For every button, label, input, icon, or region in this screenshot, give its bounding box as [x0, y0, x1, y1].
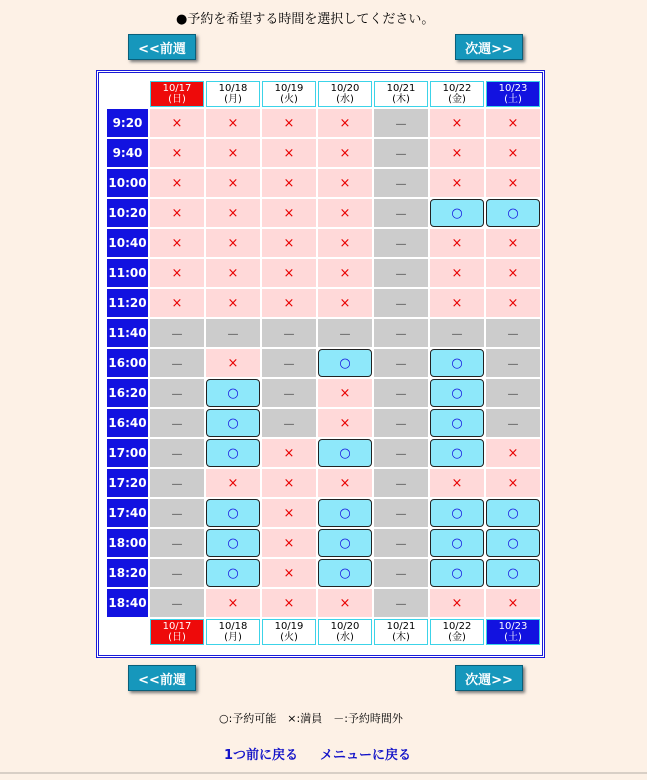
- slot-full: ×: [486, 229, 540, 257]
- slot-full: ×: [318, 409, 372, 437]
- prev-week-button-bottom[interactable]: <<前週: [128, 665, 196, 691]
- time-label: 17:00: [107, 439, 148, 467]
- day-header: [430, 81, 484, 107]
- time-label: 17:40: [107, 499, 148, 527]
- slot-available[interactable]: ○: [486, 199, 540, 227]
- slot-full: ×: [430, 229, 484, 257]
- day-of-week: (水): [336, 94, 354, 105]
- slot-full: ×: [318, 589, 372, 617]
- slot-available[interactable]: ○: [430, 379, 484, 407]
- slot-unavailable: －: [150, 319, 204, 347]
- day-header: [318, 619, 372, 645]
- day-date: 10/23: [498, 621, 528, 632]
- slot-unavailable: －: [374, 259, 428, 287]
- slot-full: ×: [206, 589, 260, 617]
- time-label: 17:20: [107, 469, 148, 497]
- slot-available[interactable]: ○: [206, 529, 260, 557]
- slot-full: ×: [262, 169, 316, 197]
- day-date: 10/20: [330, 621, 360, 632]
- slot-unavailable: －: [150, 409, 204, 437]
- slot-full: ×: [486, 109, 540, 137]
- time-row: [107, 529, 540, 557]
- day-header: [206, 81, 260, 107]
- slot-full: ×: [318, 139, 372, 167]
- slot-full: ×: [206, 289, 260, 317]
- day-header: [486, 81, 540, 107]
- time-label: 16:20: [107, 379, 148, 407]
- slot-unavailable: －: [262, 319, 316, 347]
- time-label: 10:40: [107, 229, 148, 257]
- slot-available[interactable]: ○: [318, 439, 372, 467]
- day-date: 10/23: [498, 83, 528, 94]
- time-row: [107, 349, 540, 377]
- slot-unavailable: －: [150, 529, 204, 557]
- slot-full: ×: [318, 169, 372, 197]
- slot-unavailable: －: [486, 349, 540, 377]
- day-header: [374, 81, 428, 107]
- slot-available[interactable]: ○: [206, 409, 260, 437]
- slot-unavailable: －: [374, 199, 428, 227]
- day-header-row-top: [107, 81, 540, 107]
- slot-unavailable: －: [150, 349, 204, 377]
- slot-full: ×: [318, 259, 372, 287]
- slot-full: ×: [206, 109, 260, 137]
- slot-full: ×: [486, 589, 540, 617]
- back-link[interactable]: 1つ前に戻る: [224, 748, 299, 763]
- day-of-week: (金): [448, 632, 466, 643]
- slot-full: ×: [262, 589, 316, 617]
- time-label: 18:40: [107, 589, 148, 617]
- slot-unavailable: －: [374, 469, 428, 497]
- slot-full: ×: [318, 469, 372, 497]
- slot-unavailable: －: [150, 439, 204, 467]
- slot-unavailable: －: [374, 229, 428, 257]
- time-row: [107, 439, 540, 467]
- legend-text: ○:予約可能 ×:満員 －:予約時間外: [219, 712, 403, 725]
- slot-unavailable: －: [150, 499, 204, 527]
- slot-full: ×: [262, 199, 316, 227]
- slot-unavailable: －: [374, 589, 428, 617]
- slot-unavailable: －: [430, 319, 484, 347]
- day-of-week: (月): [224, 632, 242, 643]
- day-header: [262, 81, 316, 107]
- time-row: [107, 229, 540, 257]
- slot-unavailable: －: [486, 379, 540, 407]
- slot-unavailable: －: [374, 139, 428, 167]
- time-row: [107, 109, 540, 137]
- time-row: [107, 289, 540, 317]
- day-header: [318, 81, 372, 107]
- slot-unavailable: －: [262, 349, 316, 377]
- slot-full: ×: [318, 199, 372, 227]
- day-of-week: (火): [280, 632, 298, 643]
- time-label: 11:00: [107, 259, 148, 287]
- time-row: [107, 259, 540, 287]
- time-label: 16:00: [107, 349, 148, 377]
- time-label: 16:40: [107, 409, 148, 437]
- time-row: [107, 589, 540, 617]
- time-label: 11:40: [107, 319, 148, 347]
- slot-full: ×: [262, 529, 316, 557]
- time-row: [107, 169, 540, 197]
- schedule-table: [105, 79, 542, 647]
- time-row: [107, 409, 540, 437]
- slot-unavailable: －: [374, 559, 428, 587]
- instruction-text: ●予約を希望する時間を選択してください。: [176, 12, 435, 27]
- slot-unavailable: －: [150, 559, 204, 587]
- slot-available[interactable]: ○: [430, 409, 484, 437]
- header-corner: [107, 619, 148, 645]
- time-row: [107, 559, 540, 587]
- slot-full: ×: [262, 109, 316, 137]
- slot-available[interactable]: ○: [486, 559, 540, 587]
- day-of-week: (土): [504, 94, 522, 105]
- slot-available[interactable]: ○: [430, 199, 484, 227]
- slot-unavailable: －: [486, 319, 540, 347]
- time-row: [107, 499, 540, 527]
- header-corner: [107, 81, 148, 107]
- slot-full: ×: [262, 229, 316, 257]
- slot-full: ×: [262, 139, 316, 167]
- prev-week-button-top[interactable]: <<前週: [128, 34, 196, 60]
- time-label: 18:20: [107, 559, 148, 587]
- slot-available[interactable]: ○: [318, 499, 372, 527]
- slot-available[interactable]: ○: [430, 439, 484, 467]
- slot-available[interactable]: ○: [430, 349, 484, 377]
- page-divider: [0, 772, 647, 774]
- slot-full: ×: [486, 439, 540, 467]
- time-label: 18:00: [107, 529, 148, 557]
- slot-available[interactable]: ○: [206, 439, 260, 467]
- slot-full: ×: [150, 229, 204, 257]
- day-of-week: (水): [336, 632, 354, 643]
- time-label: 9:20: [107, 109, 148, 137]
- day-of-week: (木): [392, 632, 410, 643]
- slot-full: ×: [486, 289, 540, 317]
- slot-available[interactable]: ○: [430, 499, 484, 527]
- slot-available[interactable]: ○: [206, 499, 260, 527]
- slot-available[interactable]: ○: [486, 529, 540, 557]
- day-date: 10/22: [442, 83, 472, 94]
- menu-link[interactable]: メニューに戻る: [320, 748, 412, 763]
- time-label: 10:00: [107, 169, 148, 197]
- slot-full: ×: [150, 139, 204, 167]
- day-of-week: (月): [224, 94, 242, 105]
- time-row: [107, 199, 540, 227]
- time-row: [107, 469, 540, 497]
- slot-full: ×: [430, 589, 484, 617]
- slot-unavailable: －: [374, 409, 428, 437]
- time-label: 9:40: [107, 139, 148, 167]
- slot-available[interactable]: ○: [318, 559, 372, 587]
- slot-full: ×: [206, 169, 260, 197]
- slot-available[interactable]: ○: [206, 559, 260, 587]
- day-of-week: (火): [280, 94, 298, 105]
- slot-unavailable: －: [374, 109, 428, 137]
- slot-full: ×: [318, 379, 372, 407]
- slot-unavailable: －: [374, 499, 428, 527]
- slot-unavailable: －: [150, 379, 204, 407]
- slot-full: ×: [486, 169, 540, 197]
- day-of-week: (日): [168, 94, 186, 105]
- day-date: 10/20: [330, 83, 360, 94]
- day-date: 10/21: [386, 83, 416, 94]
- time-row: [107, 379, 540, 407]
- day-date: 10/19: [274, 83, 304, 94]
- slot-full: ×: [206, 349, 260, 377]
- day-date: 10/22: [442, 621, 472, 632]
- slot-available[interactable]: ○: [430, 559, 484, 587]
- slot-full: ×: [206, 229, 260, 257]
- next-week-button-bottom[interactable]: 次週>>: [455, 665, 523, 691]
- day-of-week: (土): [504, 632, 522, 643]
- slot-available[interactable]: ○: [430, 529, 484, 557]
- slot-full: ×: [430, 289, 484, 317]
- slot-unavailable: －: [374, 319, 428, 347]
- day-of-week: (日): [168, 632, 186, 643]
- day-date: 10/18: [218, 621, 248, 632]
- slot-full: ×: [150, 109, 204, 137]
- day-date: 10/17: [162, 83, 192, 94]
- slot-full: ×: [262, 289, 316, 317]
- day-date: 10/19: [274, 621, 304, 632]
- time-label: 10:20: [107, 199, 148, 227]
- slot-full: ×: [206, 139, 260, 167]
- next-week-button-top[interactable]: 次週>>: [455, 34, 523, 60]
- slot-unavailable: －: [150, 589, 204, 617]
- slot-available[interactable]: ○: [318, 529, 372, 557]
- day-date: 10/18: [218, 83, 248, 94]
- slot-full: ×: [318, 109, 372, 137]
- slot-full: ×: [430, 469, 484, 497]
- day-of-week: (金): [448, 94, 466, 105]
- day-header: [486, 619, 540, 645]
- slot-full: ×: [206, 199, 260, 227]
- slot-full: ×: [150, 169, 204, 197]
- slot-full: ×: [262, 559, 316, 587]
- footer-links: [224, 744, 411, 763]
- slot-full: ×: [262, 469, 316, 497]
- slot-unavailable: －: [262, 379, 316, 407]
- slot-unavailable: －: [150, 469, 204, 497]
- slot-unavailable: －: [374, 289, 428, 317]
- slot-full: ×: [318, 229, 372, 257]
- day-header: [206, 619, 260, 645]
- slot-full: ×: [430, 259, 484, 287]
- slot-full: ×: [262, 259, 316, 287]
- slot-full: ×: [486, 259, 540, 287]
- slot-unavailable: －: [374, 169, 428, 197]
- slot-unavailable: －: [374, 439, 428, 467]
- day-header: [262, 619, 316, 645]
- slot-full: ×: [150, 259, 204, 287]
- day-header: [150, 81, 204, 107]
- slot-full: ×: [150, 199, 204, 227]
- day-date: 10/17: [162, 621, 192, 632]
- slot-unavailable: －: [374, 529, 428, 557]
- slot-full: ×: [206, 469, 260, 497]
- slot-full: ×: [430, 139, 484, 167]
- slot-full: ×: [262, 439, 316, 467]
- day-header: [430, 619, 484, 645]
- time-label: 11:20: [107, 289, 148, 317]
- time-row: [107, 319, 540, 347]
- time-row: [107, 139, 540, 167]
- slot-unavailable: －: [486, 409, 540, 437]
- day-header: [374, 619, 428, 645]
- slot-full: ×: [430, 169, 484, 197]
- slot-full: ×: [486, 139, 540, 167]
- slot-available[interactable]: ○: [206, 379, 260, 407]
- slot-full: ×: [150, 289, 204, 317]
- slot-full: ×: [262, 499, 316, 527]
- slot-unavailable: －: [318, 319, 372, 347]
- slot-unavailable: －: [206, 319, 260, 347]
- slot-unavailable: －: [374, 349, 428, 377]
- slot-available[interactable]: ○: [486, 499, 540, 527]
- slot-full: ×: [486, 469, 540, 497]
- slot-unavailable: －: [374, 379, 428, 407]
- schedule-frame: [96, 70, 545, 658]
- day-header-row-bottom: [107, 619, 540, 645]
- slot-full: ×: [206, 259, 260, 287]
- day-header: [150, 619, 204, 645]
- day-of-week: (木): [392, 94, 410, 105]
- day-date: 10/21: [386, 621, 416, 632]
- slot-full: ×: [430, 109, 484, 137]
- slot-full: ×: [318, 289, 372, 317]
- slot-available[interactable]: ○: [318, 349, 372, 377]
- slot-unavailable: －: [262, 409, 316, 437]
